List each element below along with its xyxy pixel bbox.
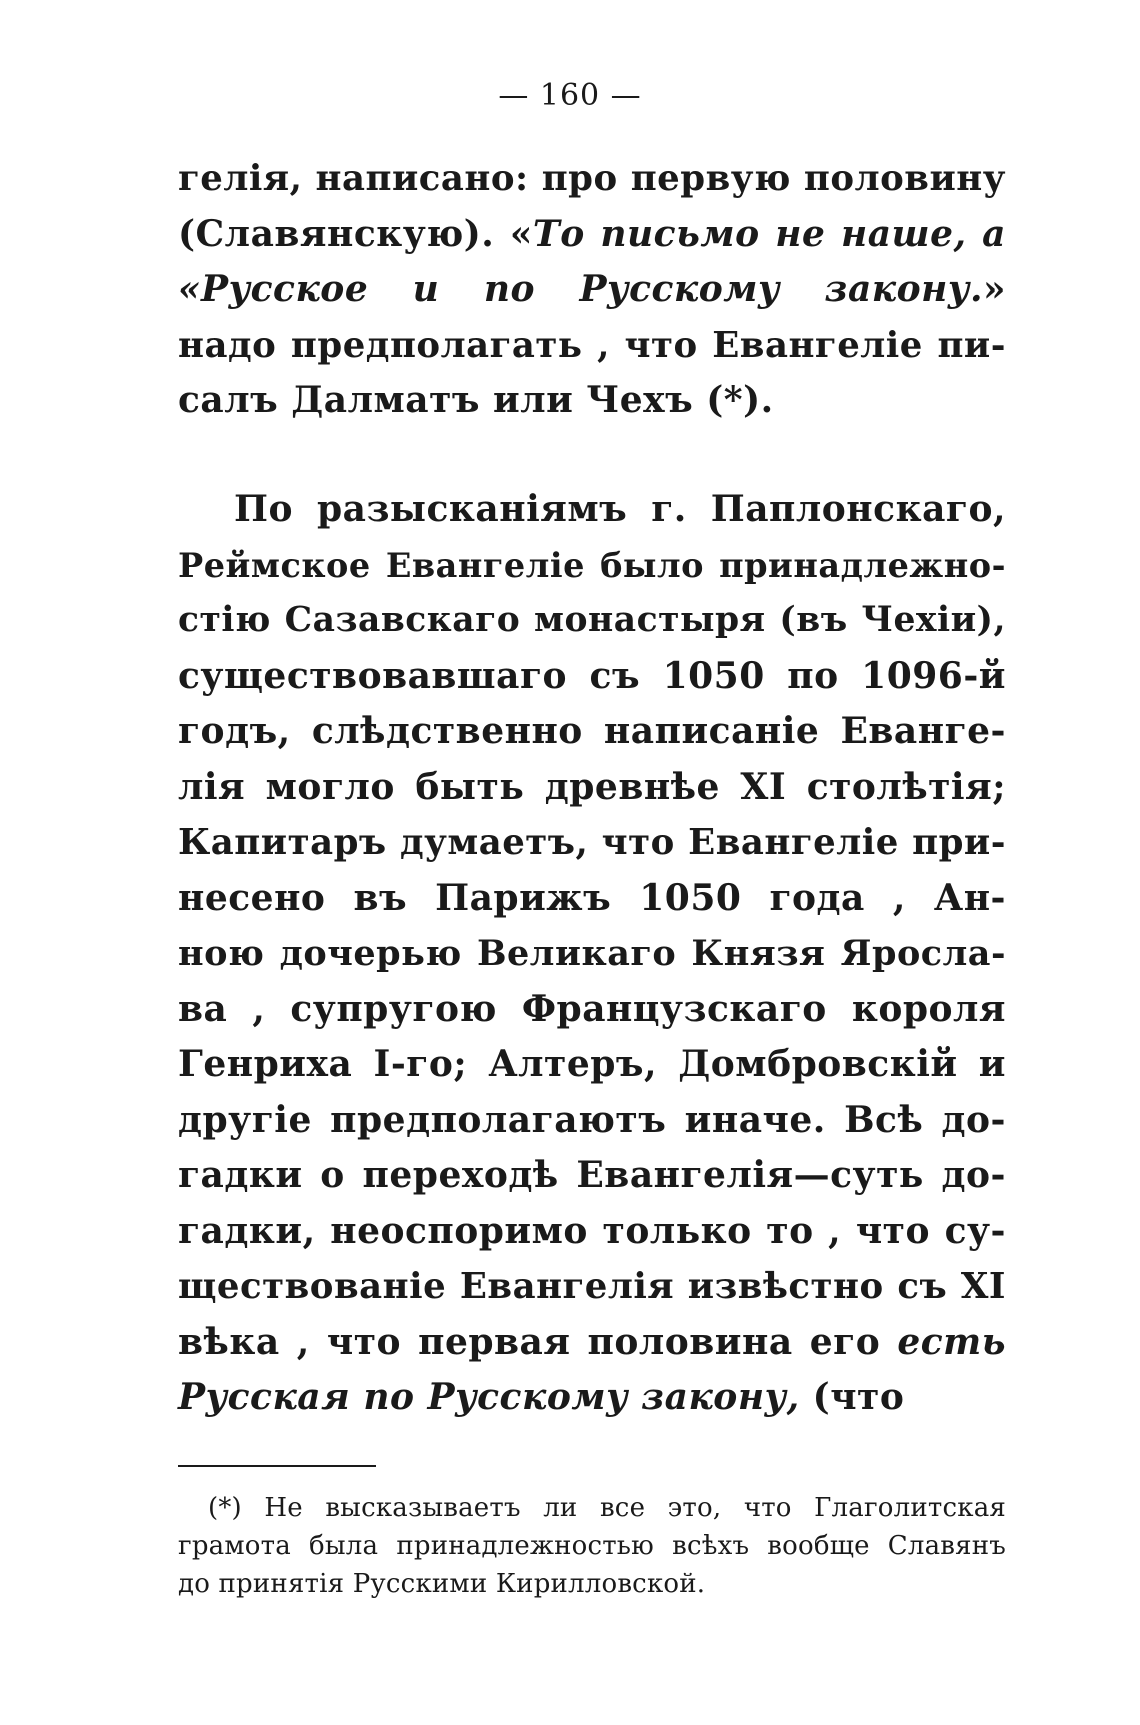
footnote-divider [178, 1465, 376, 1467]
text-line [178, 262, 1006, 318]
line-text: ществованіе Евангелія извѣстно съ XI [178, 1266, 1006, 1307]
line-text: Генриха І-го; Алтеръ, Домбровскій и [178, 1043, 1006, 1085]
italic-text: То письмо не наше, а [532, 212, 1006, 255]
text-line [178, 1259, 1006, 1315]
line-text: Реймское Евангеліе было принадлежно- [178, 545, 1006, 585]
text-line [178, 1148, 1006, 1204]
text-line [178, 871, 1006, 927]
line-text: ною дочерью Великаго Князя Яросла- [178, 933, 1006, 974]
text-line [178, 1037, 1006, 1093]
line-text: Капитаръ думаетъ, что Евангеліе при- [178, 822, 1006, 863]
line-text: ва , супругою Французскаго короля [178, 987, 1006, 1030]
line-text: надо предполагать , что Евангеліе пи- [178, 324, 1006, 366]
footnote-line: грамота была принадлежностью всѣхъ вообще Славянъ [178, 1531, 1006, 1561]
line-text: другіе предполагаютъ иначе. Всѣ до- [178, 1098, 1006, 1141]
line-text: (что [799, 1376, 905, 1418]
line-text: салъ Далматъ или Чехъ (*). [178, 379, 774, 421]
paragraph-1 [178, 151, 1006, 429]
text-line [178, 151, 1006, 207]
footnote-line: (*) Не высказываетъ ли все это, что Глаголитская [208, 1493, 1006, 1523]
italic-text: есть [897, 1320, 1006, 1363]
line-text: стію Сазавскаго монастыря (въ Чехіи), [178, 600, 1006, 640]
line-text: лія могло быть древнѣе XI столѣтія; [178, 765, 1006, 808]
footnote [178, 1489, 1006, 1603]
line-text: существовавшаго съ 1050 по 1096-й [178, 654, 1006, 697]
text-line [178, 482, 1006, 538]
text-line [178, 649, 1006, 705]
text-line [178, 704, 1006, 760]
paragraph-2 [178, 482, 1006, 1426]
line-text: годъ, слѣдственно написаніе Еванге- [178, 710, 1006, 752]
italic-text: Русская по Русскому закону, [178, 1376, 800, 1418]
text-line [178, 1370, 1006, 1426]
text-line [178, 373, 1006, 429]
text-line [178, 318, 1006, 374]
text-line [178, 593, 1006, 649]
text-line [178, 982, 1006, 1038]
line-text: По разысканіямъ г. Паплонскаго, [234, 488, 1006, 530]
line-text: (Славянскую). « [178, 212, 533, 255]
text-line [178, 207, 1006, 263]
line-text: » [983, 268, 1006, 310]
text-line [178, 926, 1006, 982]
line-text: гадки, неоспоримо только то , что су- [178, 1209, 1006, 1252]
line-text: гелія, написано: про первую половину [178, 158, 1006, 199]
italic-text: «Русское и по Русскому закону. [178, 268, 983, 310]
text-line [178, 1093, 1006, 1149]
footnote-line: до принятія Русскими Кирилловской. [178, 1569, 706, 1599]
text-line [178, 1204, 1006, 1260]
text-line [178, 760, 1006, 816]
line-text: гадки о переходѣ Евангелія—суть до- [178, 1154, 1006, 1196]
page-number: — 160 — [498, 78, 642, 113]
line-text: несено въ Парижъ 1050 года , Ан- [178, 876, 1006, 919]
line-text: вѣка , что первая половина его [178, 1320, 898, 1363]
text-line [178, 815, 1006, 871]
text-line [178, 1315, 1006, 1371]
text-line [178, 538, 1006, 594]
